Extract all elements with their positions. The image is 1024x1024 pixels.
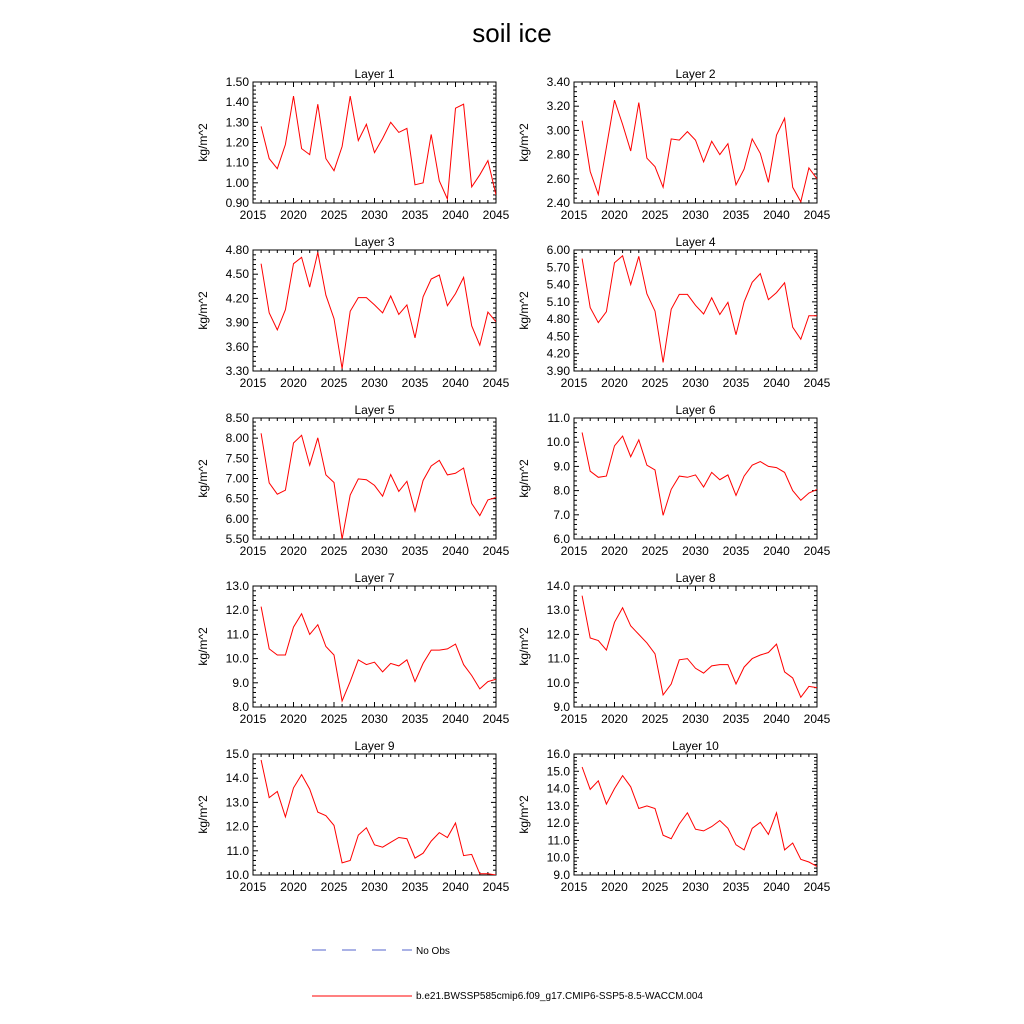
plot-frame <box>253 586 496 707</box>
panel-title: Layer 3 <box>354 235 395 249</box>
series-line <box>261 607 496 701</box>
x-tick-label: 2045 <box>803 376 831 390</box>
y-tick-label: 9.0 <box>232 675 249 690</box>
y-tick-label: 3.30 <box>225 364 249 378</box>
plot-frame <box>253 82 496 203</box>
y-tick-label: 12.0 <box>546 627 570 642</box>
y-tick-label: 9.0 <box>553 868 570 882</box>
x-tick-label: 2045 <box>803 208 831 222</box>
x-tick-label: 2015 <box>239 376 267 390</box>
panel-title: Layer 8 <box>675 571 716 585</box>
y-tick-label: 6.00 <box>225 511 249 526</box>
y-tick-label: 12.0 <box>225 819 249 834</box>
x-tick-label: 2015 <box>560 712 588 726</box>
y-tick-label: 3.60 <box>225 339 249 354</box>
chart-panel-layer-5 <box>196 403 510 558</box>
x-tick-label: 2045 <box>482 376 510 390</box>
series-line <box>582 433 817 516</box>
x-tick-label: 2040 <box>763 208 790 222</box>
y-tick-label: 4.20 <box>225 291 249 306</box>
y-tick-label: 5.70 <box>546 260 570 275</box>
x-tick-label: 2025 <box>641 880 669 894</box>
plot-frame <box>253 754 496 875</box>
figure-title: soil ice <box>472 18 552 48</box>
y-tick-label: 14.0 <box>225 771 249 786</box>
panel-title: Layer 5 <box>354 403 395 417</box>
x-tick-label: 2035 <box>401 712 429 726</box>
x-tick-label: 2025 <box>320 208 348 222</box>
y-tick-label: 3.40 <box>546 75 570 89</box>
panel-title: Layer 6 <box>675 403 716 417</box>
x-tick-label: 2025 <box>641 544 669 558</box>
x-tick-label: 2015 <box>560 880 588 894</box>
plot-frame <box>253 418 496 539</box>
y-tick-label: 1.20 <box>225 135 249 150</box>
y-tick-label: 11.0 <box>547 833 570 848</box>
x-tick-label: 2045 <box>803 544 831 558</box>
x-tick-label: 2015 <box>560 208 588 222</box>
y-tick-label: 11.0 <box>547 411 570 425</box>
legend-model-label: b.e21.BWSSP585cmip6.f09_g17.CMIP6-SSP5-8.5-WACCM.004 <box>416 991 703 1002</box>
y-tick-label: 16.0 <box>546 747 570 761</box>
y-tick-label: 3.00 <box>546 123 570 138</box>
y-tick-label: 10.0 <box>225 868 249 882</box>
x-tick-label: 2045 <box>482 208 510 222</box>
x-tick-label: 2035 <box>401 880 429 894</box>
y-axis-label: kg/m^2 <box>196 795 210 834</box>
x-tick-label: 2015 <box>560 544 588 558</box>
series-line <box>582 596 817 698</box>
x-tick-label: 2020 <box>601 208 628 222</box>
y-axis-label: kg/m^2 <box>517 795 531 834</box>
plot-frame <box>574 82 817 203</box>
chart-panel-layer-2 <box>517 67 831 222</box>
x-tick-label: 2030 <box>682 880 709 894</box>
chart-panel-layer-4 <box>517 235 831 390</box>
y-tick-label: 1.50 <box>225 75 249 89</box>
y-tick-label: 4.50 <box>225 267 249 282</box>
y-axis-label: kg/m^2 <box>517 123 531 162</box>
y-tick-label: 2.40 <box>546 196 570 210</box>
series-line <box>582 100 817 202</box>
panel-title: Layer 1 <box>354 67 395 81</box>
x-tick-label: 2015 <box>560 376 588 390</box>
y-tick-label: 13.0 <box>546 798 570 813</box>
y-tick-label: 3.90 <box>546 364 570 378</box>
x-tick-label: 2030 <box>361 208 388 222</box>
y-tick-label: 8.50 <box>225 411 249 425</box>
x-tick-label: 2035 <box>722 712 750 726</box>
y-tick-label: 1.30 <box>225 115 249 130</box>
y-tick-label: 3.90 <box>225 315 249 330</box>
y-tick-label: 14.0 <box>546 781 570 796</box>
y-tick-label: 1.00 <box>225 175 249 190</box>
x-tick-label: 2020 <box>280 880 307 894</box>
y-axis-label: kg/m^2 <box>196 123 210 162</box>
x-tick-label: 2045 <box>482 880 510 894</box>
y-tick-label: 1.10 <box>225 155 249 170</box>
x-tick-label: 2035 <box>401 544 429 558</box>
y-axis-label: kg/m^2 <box>196 291 210 330</box>
y-tick-label: 9.0 <box>553 700 570 714</box>
series-line <box>261 433 496 539</box>
x-tick-label: 2040 <box>763 880 790 894</box>
y-tick-label: 13.0 <box>546 603 570 618</box>
legend <box>312 946 703 1002</box>
x-tick-label: 2025 <box>320 880 348 894</box>
series-line <box>582 767 817 866</box>
x-tick-label: 2045 <box>482 712 510 726</box>
x-tick-label: 2045 <box>803 880 831 894</box>
x-tick-label: 2020 <box>601 880 628 894</box>
plot-frame <box>574 418 817 539</box>
y-tick-label: 9.0 <box>553 459 570 474</box>
chart-panel-layer-7 <box>196 571 510 726</box>
y-tick-label: 6.00 <box>546 243 570 257</box>
chart-panel-layer-1 <box>196 67 510 222</box>
x-tick-label: 2015 <box>239 880 267 894</box>
x-tick-label: 2035 <box>722 376 750 390</box>
x-tick-label: 2020 <box>601 376 628 390</box>
y-tick-label: 5.50 <box>225 532 249 546</box>
legend-obs-label: No Obs <box>416 946 450 957</box>
y-tick-label: 11.0 <box>226 627 249 642</box>
y-tick-label: 13.0 <box>225 795 249 810</box>
x-tick-label: 2040 <box>763 712 790 726</box>
x-tick-label: 2025 <box>320 712 348 726</box>
x-tick-label: 2020 <box>280 544 307 558</box>
y-tick-label: 5.40 <box>546 277 570 292</box>
y-tick-label: 3.20 <box>546 99 570 114</box>
x-tick-label: 2040 <box>442 544 469 558</box>
y-tick-label: 7.00 <box>225 471 249 486</box>
plot-frame <box>574 754 817 875</box>
chart-panel-layer-9 <box>196 739 510 894</box>
x-tick-label: 2030 <box>361 544 388 558</box>
y-tick-label: 5.10 <box>546 294 570 309</box>
x-tick-label: 2040 <box>763 544 790 558</box>
panel-title: Layer 2 <box>675 67 716 81</box>
panel-title: Layer 9 <box>354 739 395 753</box>
y-tick-label: 4.20 <box>546 346 570 361</box>
x-tick-label: 2020 <box>601 712 628 726</box>
y-tick-label: 15.0 <box>225 747 249 761</box>
x-tick-label: 2040 <box>442 376 469 390</box>
x-tick-label: 2035 <box>722 880 750 894</box>
y-tick-label: 13.0 <box>225 579 249 593</box>
y-tick-label: 2.80 <box>546 147 570 162</box>
x-tick-label: 2045 <box>482 544 510 558</box>
chart-panel-layer-3 <box>196 235 510 390</box>
y-axis-label: kg/m^2 <box>517 627 531 666</box>
y-tick-label: 10.0 <box>546 435 570 450</box>
x-tick-label: 2030 <box>361 712 388 726</box>
x-tick-label: 2040 <box>442 712 469 726</box>
y-tick-label: 14.0 <box>546 579 570 593</box>
y-tick-label: 0.90 <box>225 196 249 210</box>
x-tick-label: 2025 <box>641 376 669 390</box>
x-tick-label: 2045 <box>803 712 831 726</box>
x-tick-label: 2040 <box>763 376 790 390</box>
x-tick-label: 2020 <box>280 376 307 390</box>
x-tick-label: 2015 <box>239 208 267 222</box>
x-tick-label: 2025 <box>320 376 348 390</box>
y-axis-label: kg/m^2 <box>517 459 531 498</box>
x-tick-label: 2030 <box>682 712 709 726</box>
x-tick-label: 2035 <box>722 544 750 558</box>
chart-panel-layer-6 <box>517 403 831 558</box>
y-tick-label: 4.80 <box>225 243 249 257</box>
y-tick-label: 8.0 <box>232 700 249 714</box>
panel-title: Layer 7 <box>354 571 395 585</box>
x-tick-label: 2030 <box>682 208 709 222</box>
y-tick-label: 4.80 <box>546 312 570 327</box>
y-tick-label: 4.50 <box>546 329 570 344</box>
y-axis-label: kg/m^2 <box>196 627 210 666</box>
x-tick-label: 2020 <box>280 712 307 726</box>
y-tick-label: 8.00 <box>225 431 249 446</box>
panel-grid <box>196 67 831 894</box>
panel-title: Layer 10 <box>672 739 719 753</box>
x-tick-label: 2030 <box>682 376 709 390</box>
plot-frame <box>574 586 817 707</box>
y-tick-label: 8.0 <box>553 483 570 498</box>
x-tick-label: 2015 <box>239 544 267 558</box>
y-tick-label: 7.50 <box>225 451 249 466</box>
x-tick-label: 2015 <box>239 712 267 726</box>
series-line <box>582 256 817 363</box>
x-tick-label: 2035 <box>722 208 750 222</box>
x-tick-label: 2030 <box>361 880 388 894</box>
series-line <box>261 252 496 368</box>
x-tick-label: 2025 <box>641 712 669 726</box>
y-tick-label: 10.0 <box>225 651 249 666</box>
series-line <box>261 96 496 199</box>
y-tick-label: 11.0 <box>226 843 249 858</box>
series-line <box>261 760 496 875</box>
x-tick-label: 2020 <box>280 208 307 222</box>
x-tick-label: 2040 <box>442 880 469 894</box>
x-tick-label: 2025 <box>641 208 669 222</box>
y-axis-label: kg/m^2 <box>517 291 531 330</box>
chart-panel-layer-8 <box>517 571 831 726</box>
y-tick-label: 10.0 <box>546 850 570 865</box>
chart-panel-layer-10 <box>517 739 831 894</box>
y-tick-label: 6.0 <box>553 532 570 546</box>
x-tick-label: 2020 <box>601 544 628 558</box>
plot-frame <box>574 250 817 371</box>
x-tick-label: 2025 <box>320 544 348 558</box>
x-tick-label: 2030 <box>361 376 388 390</box>
y-tick-label: 1.40 <box>225 95 249 110</box>
x-tick-label: 2035 <box>401 208 429 222</box>
plot-frame <box>253 250 496 371</box>
x-tick-label: 2035 <box>401 376 429 390</box>
y-tick-label: 11.0 <box>547 651 570 666</box>
y-tick-label: 12.0 <box>225 603 249 618</box>
y-axis-label: kg/m^2 <box>196 459 210 498</box>
y-tick-label: 7.0 <box>553 507 570 522</box>
y-tick-label: 2.60 <box>546 171 570 186</box>
y-tick-label: 6.50 <box>225 491 249 506</box>
panel-title: Layer 4 <box>675 235 716 249</box>
y-tick-label: 12.0 <box>546 816 570 831</box>
y-tick-label: 10.0 <box>546 675 570 690</box>
x-tick-label: 2030 <box>682 544 709 558</box>
y-tick-label: 15.0 <box>546 764 570 779</box>
x-tick-label: 2040 <box>442 208 469 222</box>
